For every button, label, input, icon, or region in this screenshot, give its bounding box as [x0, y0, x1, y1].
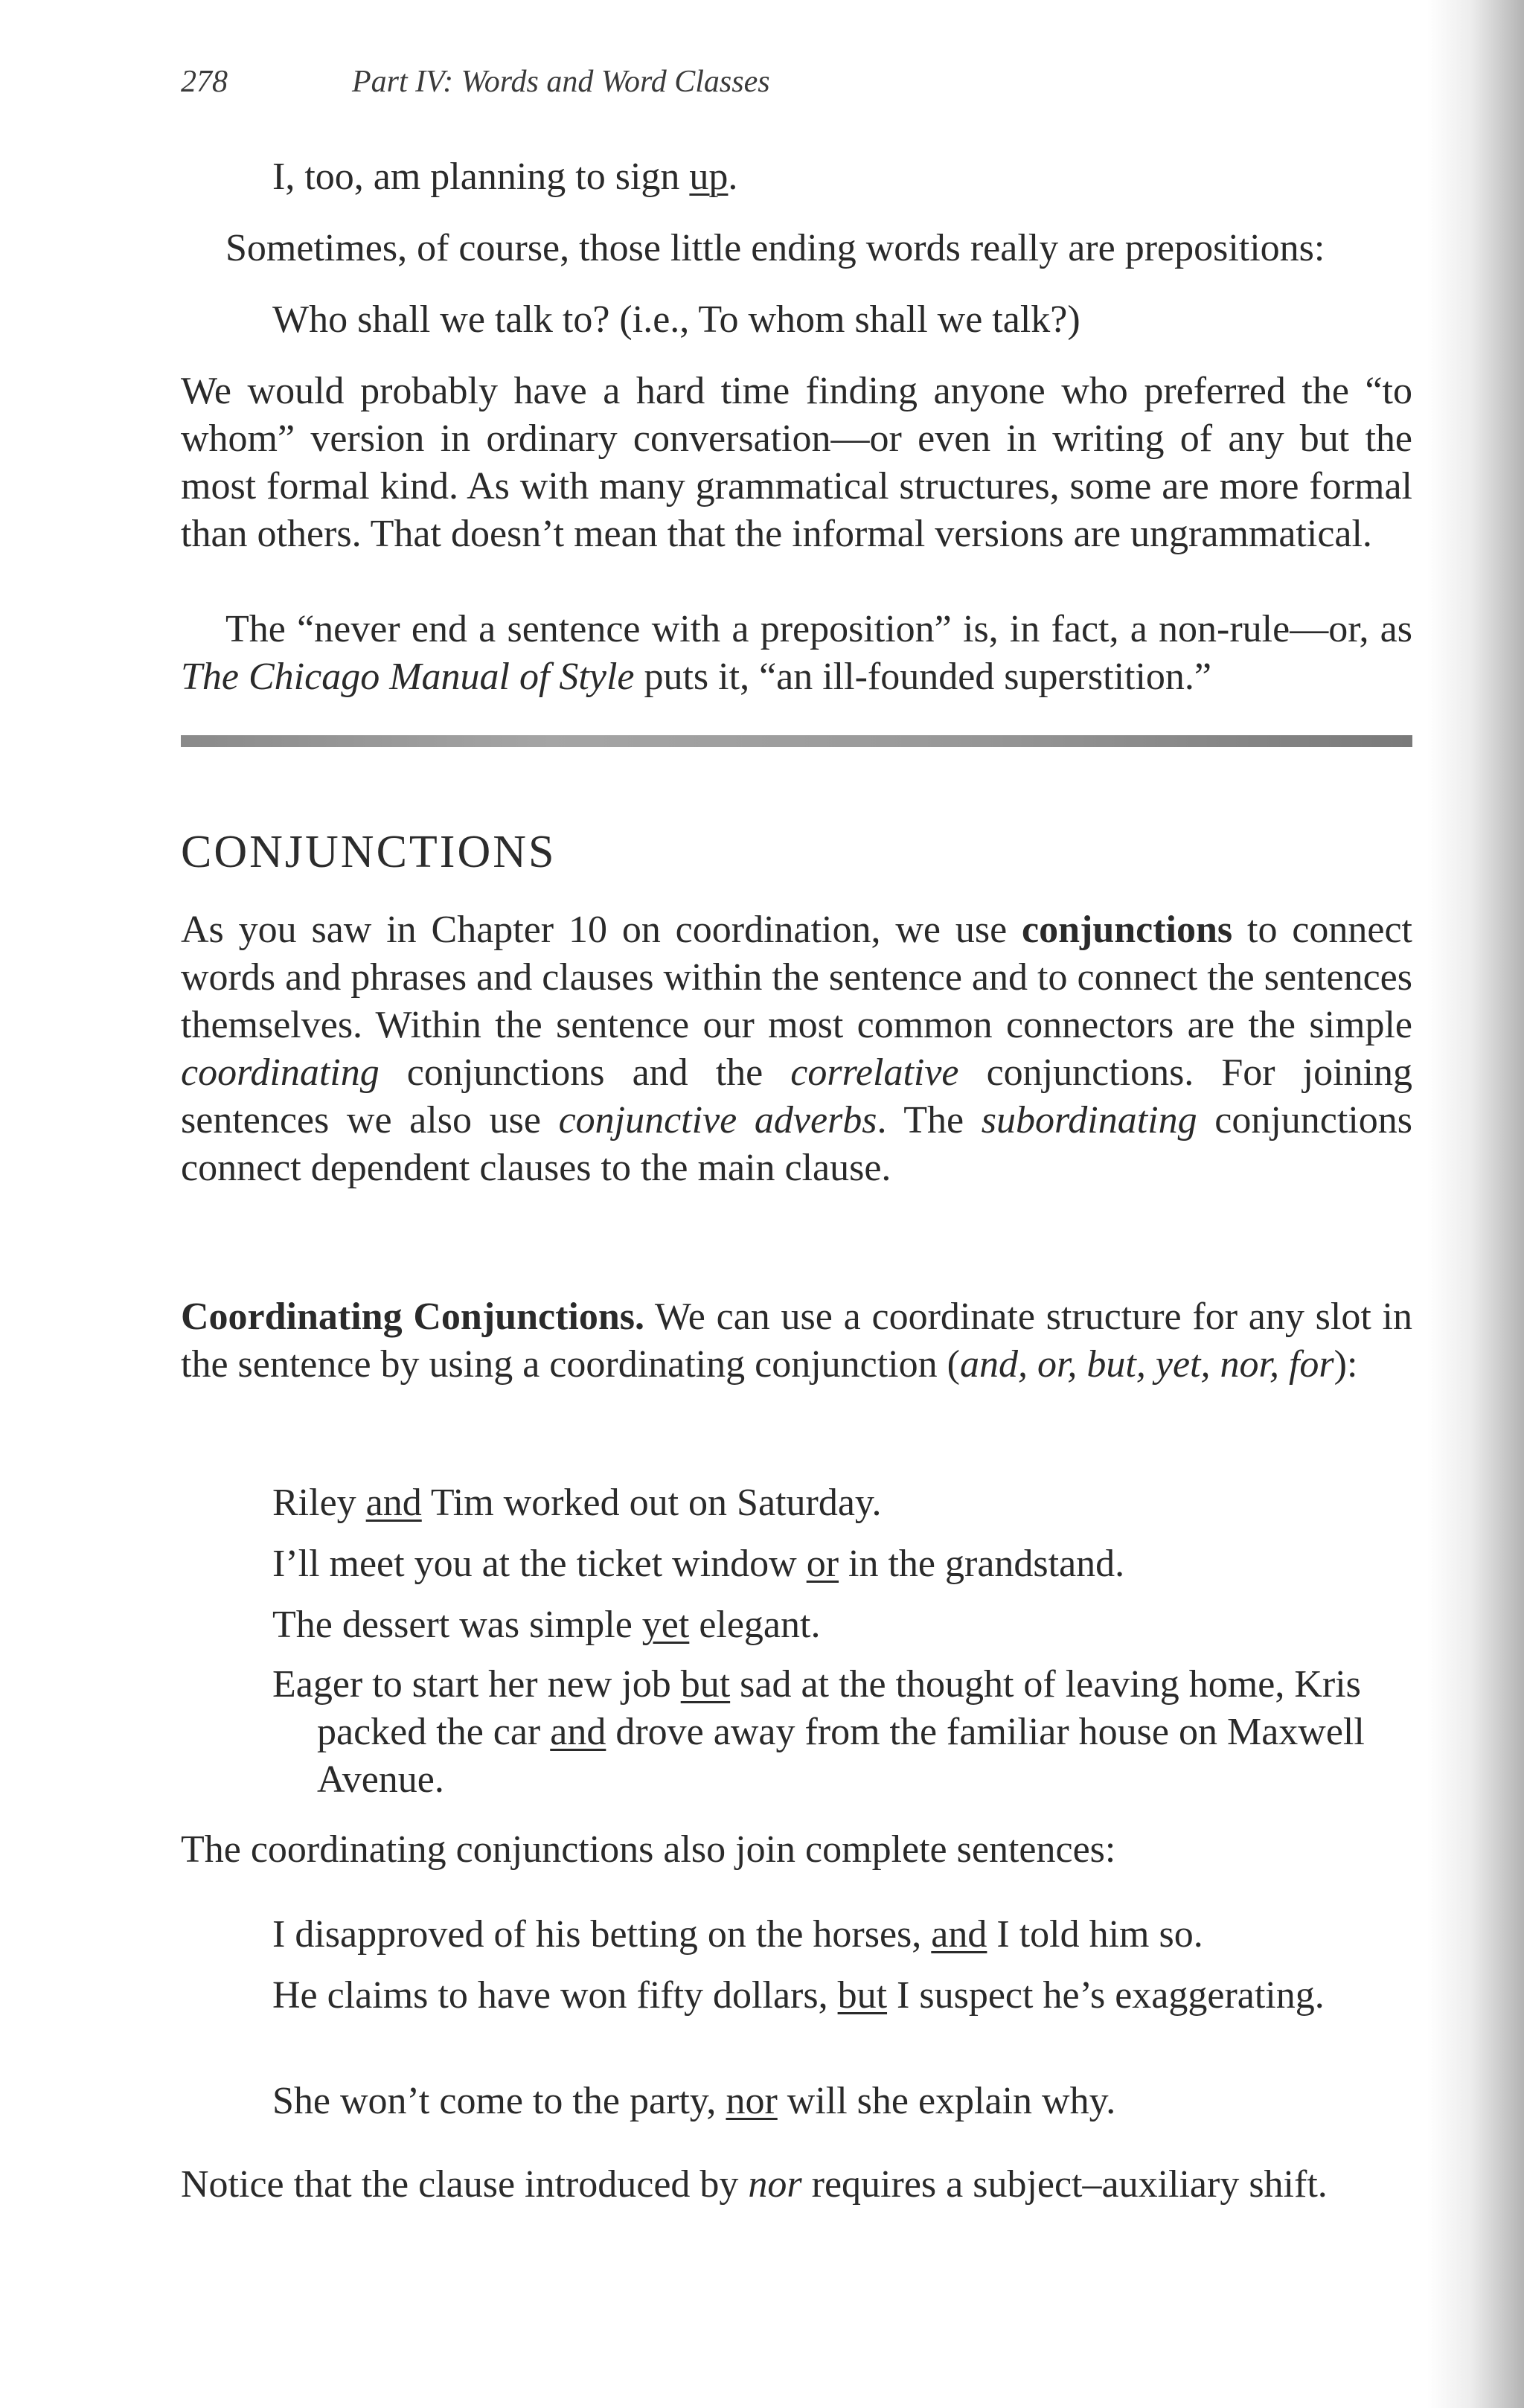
example-item: Riley and Tim worked out on Saturday. [272, 1482, 882, 1524]
term-conjunctions: conjunctions [1022, 909, 1233, 951]
paragraph-join-sentences: The coordinating conjunctions also join complete sentences: [181, 1828, 1116, 1871]
paragraph-notice: Notice that the clause introduced by nor requires a subject–auxiliary shift. [181, 2163, 1328, 2206]
example-item: She won’t come to the party, nor will she explain why. [272, 2080, 1116, 2122]
section-heading: CONJUNCTIONS [181, 827, 557, 877]
example-item: I disapproved of his betting on the horses, and I told him so. [272, 1913, 1203, 1956]
example-item: The dessert was simple yet elegant. [272, 1604, 821, 1646]
example-item: Eager to start her new job but sad at the thought of leaving home, Kris packed the car and drove away from the familiar house on Maxwell Avenue. [272, 1663, 1365, 1801]
running-title: Part IV: Words and Word Classes [352, 65, 770, 99]
example-talk-to: Who shall we talk to? (i.e., To whom shall we talk?) [272, 298, 1080, 341]
paragraph-non-rule: The “never end a sentence with a preposition” is, in fact, a non-rule—or, as The Chicago Manual of Style puts it, “an ill-founded superstition.” [181, 608, 1412, 698]
paragraph-conjunctions-intro: As you saw in Chapter 10 on coordination, we use conjunctions to connect words and phrases and clauses within the sentence and to connect the sentences themselves. Within the sentence our most common connectors are the simple coordinating conjunctions and the correlative conjunctions. For joining sentences we also use conjunctive adverbs. The subordinating conjunctions connect dependent clauses to the main clause. [181, 909, 1413, 1189]
example-item: I’ll meet you at the ticket window or in the grandstand. [272, 1543, 1125, 1585]
running-header [181, 64, 770, 100]
example-sign-up: I, too, am planning to sign up. [272, 156, 738, 198]
example-item: He claims to have won fifty dollars, but I suspect he’s exaggerating. [272, 1974, 1325, 2017]
section-divider [181, 735, 1412, 747]
book-title: The Chicago Manual of Style [181, 656, 635, 698]
subheading-coordinating: Coordinating Conjunctions. [181, 1296, 645, 1338]
lead-sentence: Sometimes, of course, those little ending words really are prepositions: [225, 227, 1325, 269]
page-number: 278 [181, 65, 228, 99]
conjunction-list: and, or, but, yet, nor, for [959, 1343, 1334, 1386]
page-gutter-shadow [1427, 0, 1524, 2408]
paragraph-coordinating: Coordinating Conjunctions. We can use a coordinate structure for any slot in the sentence by using a coordinating conjunction (and, or, but, yet, nor, for): [181, 1296, 1413, 1386]
paragraph-formality: We would probably have a hard time finding anyone who preferred the “to whom” version in ordinary conversation—or even in writing of any but the most formal kind. As with many grammatical structures, some are more formal than others. That doesn’t mean that the informal versions are ungrammatical. [181, 370, 1412, 555]
